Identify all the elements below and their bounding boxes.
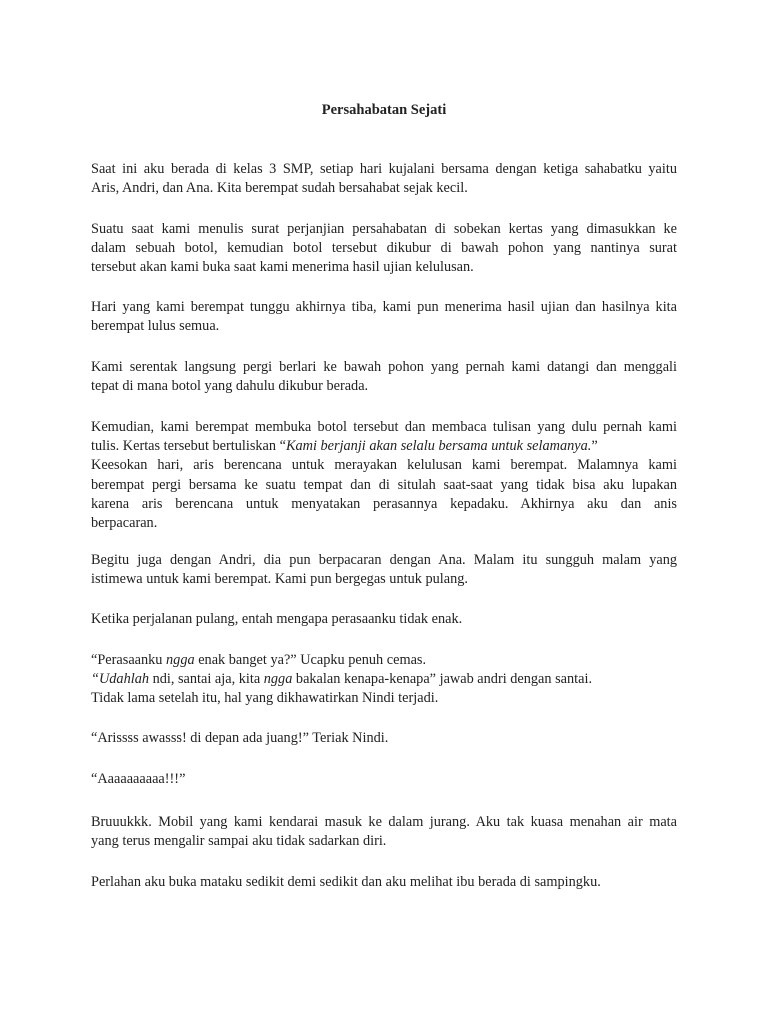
paragraph-3 (91, 298, 677, 336)
paragraph-1-line-2: Aris, Andri, dan Ana. Kita berempat sudah bersahabat sejak kecil. (91, 180, 468, 197)
paragraph-2-line-1: Suatu saat kami menulis surat perjanjian persahabatan di sobekan kertas yang dimasukkan ke (91, 221, 677, 237)
paragraph-5-line-6: berpacaran. (91, 515, 158, 532)
paragraph-3-line-1: Hari yang kami berempat tunggu akhirnya tiba, kami pun menerima hasil ujian dan hasilnya kita (91, 299, 677, 315)
paragraph-8-line-1-prefix: “Perasaanku (91, 652, 167, 668)
paragraph-10 (91, 770, 677, 789)
paragraph-8-line-2-mid: ndi, santai aja, kita (149, 671, 264, 688)
paragraph-5-line-2 (91, 437, 677, 456)
paragraph-4 (91, 358, 677, 396)
paragraph-6-line-2: istimewa untuk kami berempat. Kami pun bergegas untuk pulang. (91, 571, 468, 588)
paragraph-8-line-2-italic-2: ngga (263, 671, 293, 688)
paragraph-2-line-3: tersebut akan kami buka saat kami menerima hasil ujian kelulusan. (91, 259, 474, 276)
paragraph-2 (91, 220, 677, 278)
paragraph-6 (91, 551, 677, 589)
paragraph-8-line-2 (91, 670, 677, 689)
paragraph-5-line-5: karena aris berencana untuk menyatakan perasannya kepadaku. Akhirnya aku dan anis (91, 495, 677, 512)
document-title: Persahabatan Sejati (321, 102, 447, 118)
paragraph-8-line-3: Tidak lama setelah itu, hal yang dikhawatirkan Nindi terjadi. (91, 690, 439, 707)
paragraph-2-line-2: dalam sebuah botol, kemudian botol tersebut dikubur di bawah pohon yang nantinya surat (91, 240, 677, 257)
paragraph-4-line-2: tepat di mana botol yang dahulu dikubur berada. (91, 378, 369, 395)
paragraph-1 (91, 160, 677, 198)
paragraph-8-line-1 (91, 651, 677, 670)
paragraph-5-line-2-prefix: tulis. Kertas tersebut bertuliskan “ (91, 438, 286, 455)
paragraph-5-quote: Kami berjanji akan selalu bersama untuk selamanya. (285, 438, 592, 455)
paragraph-8-line-2-italic-1: “Udahlah (91, 671, 149, 688)
paragraph-9 (91, 729, 677, 748)
paragraph-3-line-2: berempat lulus semua. (91, 318, 220, 335)
paragraph-10-line-1: “Aaaaaaaaaa!!!” (91, 771, 186, 787)
paragraph-5-line-1: Kemudian, kami berempat membuka botol tersebut dan membaca tulisan yang dulu pernah kami (91, 419, 677, 435)
paragraph-8-line-1-suffix: enak banget ya?” Ucapku penuh cemas. (194, 652, 427, 668)
paragraph-5-line-4: berempat pergi bersama ke suatu tempat dan di situlah saat-saat yang tidak bisa aku lupakan (91, 476, 677, 493)
paragraph-11-line-1: Bruuukkk. Mobil yang kami kendarai masuk ke dalam jurang. Aku tak kuasa menahan air mata (91, 814, 677, 830)
paragraph-5 (91, 418, 677, 533)
paragraph-5-line-3: Keesokan hari, aris berencana untuk merayakan kelulusan kami berempat. Malamnya kami (91, 457, 677, 474)
paragraph-8 (91, 651, 677, 709)
paragraph-7 (91, 610, 677, 629)
paragraph-12 (91, 873, 677, 892)
paragraph-11-line-2: yang terus mengalir sampai aku tidak sadarkan diri. (91, 833, 387, 850)
paragraph-7-line-1: Ketika perjalanan pulang, entah mengapa perasaanku tidak enak. (91, 611, 463, 627)
paragraph-6-line-1: Begitu juga dengan Andri, dia pun berpacaran dengan Ana. Malam itu sungguh malam yang (91, 552, 677, 568)
paragraph-8-line-2-suffix: bakalan kenapa-kenapa” jawab andri dengan santai. (292, 671, 593, 688)
paragraph-9-line-1: “Arissss awasss! di depan ada juang!” Teriak Nindi. (91, 730, 389, 746)
paragraph-5-line-2-suffix: ” (591, 438, 598, 455)
paragraph-1-line-1: Saat ini aku berada di kelas 3 SMP, setiap hari kujalani bersama dengan ketiga sahabatku yaitu (91, 161, 677, 177)
paragraph-4-line-1: Kami serentak langsung pergi berlari ke bawah pohon yang pernah kami datangi dan menggali (91, 359, 677, 375)
paragraph-8-line-1-italic: ngga (166, 652, 195, 668)
paragraph-11 (91, 813, 677, 851)
paragraph-12-line-1: Perlahan aku buka mataku sedikit demi sedikit dan aku melihat ibu berada di sampingku. (91, 874, 601, 890)
